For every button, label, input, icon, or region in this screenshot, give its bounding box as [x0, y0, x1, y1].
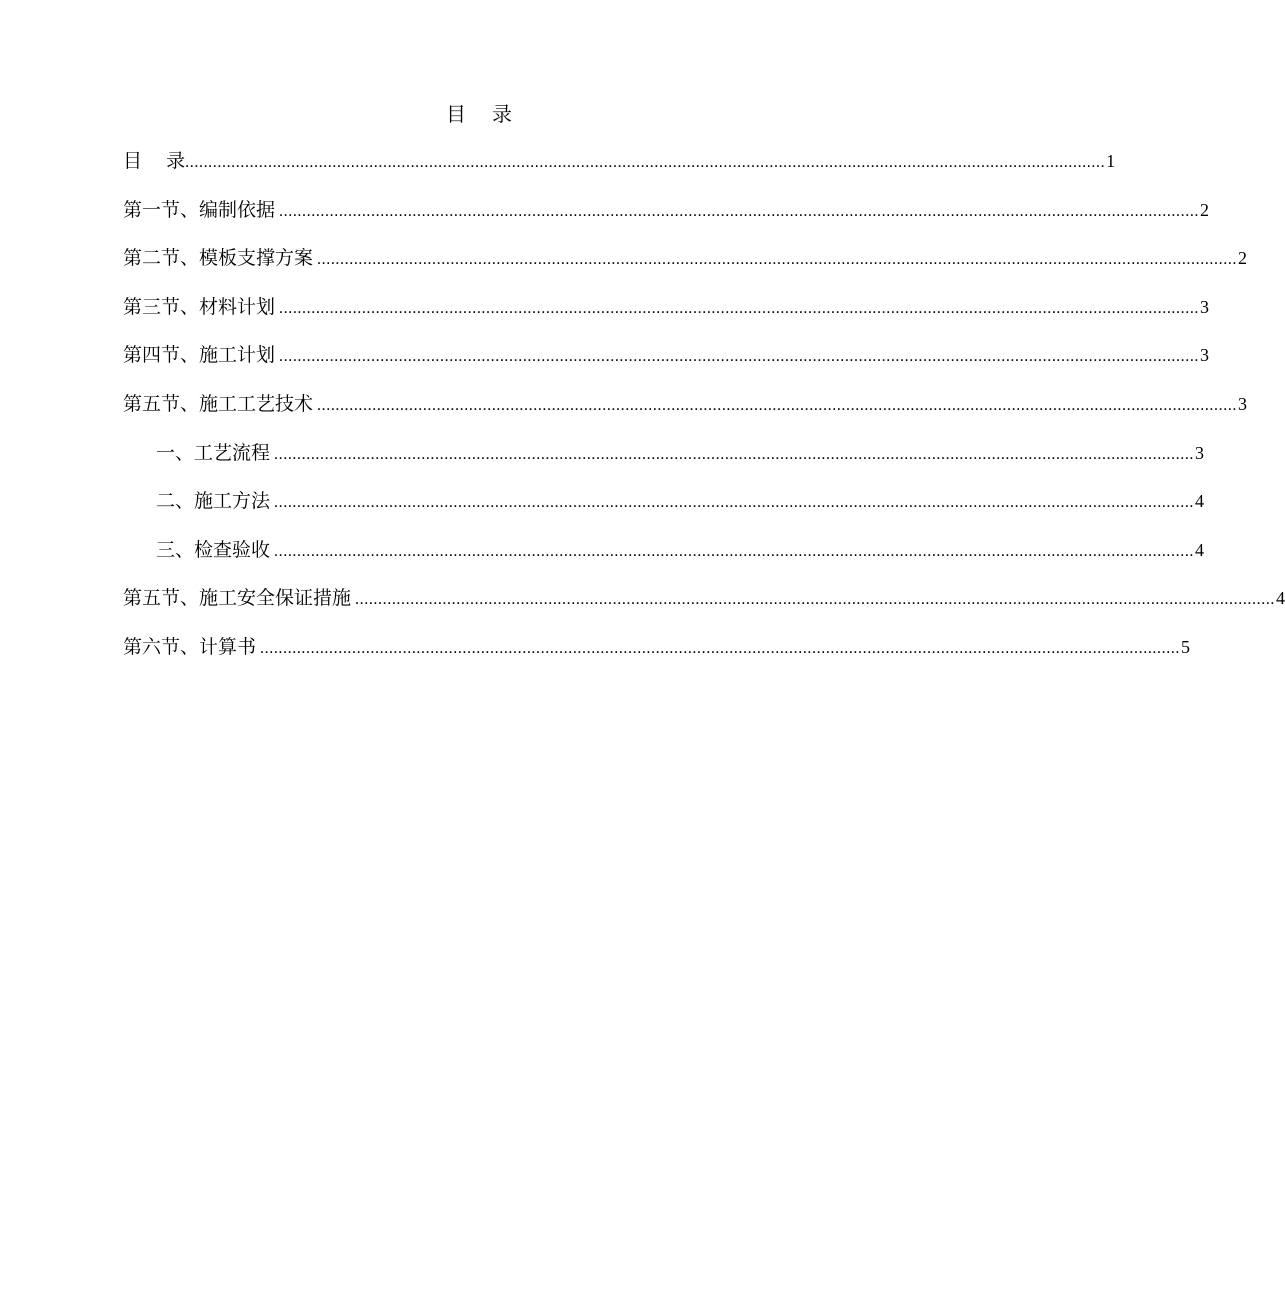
- toc-leader-dots: ........................................................................................................................................................................................................: [355, 591, 1276, 609]
- toc-entry-section-5b[interactable]: [123, 583, 1285, 632]
- toc-entry-section-6[interactable]: [123, 632, 1191, 681]
- toc-entry-page: 4: [1195, 539, 1205, 560]
- toc-leader-dots: ........................................................................................................................................................................................................: [274, 494, 1195, 512]
- toc-entry-page: 5: [1181, 636, 1191, 657]
- toc-entry-page: 3: [1238, 393, 1248, 414]
- toc-entry-page: 3: [1200, 345, 1210, 366]
- toc-entry-label: 第六节、计算书: [123, 635, 257, 658]
- toc-leader-dots: ........................................................................................................................................................................................................: [279, 299, 1200, 317]
- toc-entry-section-2[interactable]: [123, 243, 1248, 292]
- toc-entry-label: 三、检查验收: [156, 538, 271, 561]
- toc-entry-page: 1: [1106, 151, 1116, 171]
- toc-entry-section-1[interactable]: [123, 195, 1210, 244]
- toc-entry-subsection-3[interactable]: [123, 535, 1205, 584]
- toc-entry-label: 目 录: [123, 150, 186, 172]
- toc-entry-label: 第一节、编制依据: [123, 198, 276, 221]
- toc-entry-label: 第三节、材料计划: [123, 295, 276, 318]
- toc-entry-subsection-1[interactable]: [123, 438, 1205, 487]
- toc-entry-label: 第二节、模板支撑方案: [123, 247, 314, 270]
- toc-entry-page: 3: [1195, 442, 1205, 463]
- toc-entry-section-5[interactable]: [123, 389, 1248, 438]
- toc-heading: [0, 98, 958, 127]
- toc-entry-page: 2: [1238, 248, 1248, 269]
- table-of-contents: [123, 146, 1285, 681]
- toc-entry-label: 二、施工方法: [156, 490, 271, 513]
- toc-entry-contents[interactable]: [123, 146, 1116, 195]
- toc-leader-dots: ........................................................................................................................................................................................................: [185, 154, 1106, 171]
- toc-heading-part-1: 目: [446, 102, 466, 126]
- toc-leader-dots: ........................................................................................................................................................................................................: [260, 639, 1181, 657]
- toc-leader-dots: ........................................................................................................................................................................................................: [279, 348, 1200, 366]
- toc-entry-page: 4: [1276, 588, 1285, 609]
- toc-leader-dots: ........................................................................................................................................................................................................: [279, 202, 1200, 220]
- toc-leader-dots: ........................................................................................................................................................................................................: [274, 542, 1195, 560]
- toc-entry-label: 第五节、施工安全保证措施: [123, 587, 352, 610]
- toc-entry-label: 第五节、施工工艺技术: [123, 392, 314, 415]
- toc-entry-subsection-2[interactable]: [123, 486, 1205, 535]
- toc-entry-section-3[interactable]: [123, 292, 1210, 341]
- toc-entry-label: 一、工艺流程: [156, 441, 271, 464]
- toc-leader-dots: ........................................................................................................................................................................................................: [274, 445, 1195, 463]
- toc-leader-dots: ........................................................................................................................................................................................................: [317, 396, 1238, 414]
- toc-entry-label: 第四节、施工计划: [123, 344, 276, 367]
- toc-entry-page: 4: [1195, 491, 1205, 512]
- toc-entry-page: 2: [1200, 199, 1210, 220]
- toc-entry-section-4[interactable]: [123, 340, 1210, 389]
- toc-heading-part-2: 录: [492, 102, 512, 126]
- toc-entry-page: 3: [1200, 296, 1210, 317]
- toc-leader-dots: ........................................................................................................................................................................................................: [317, 251, 1238, 269]
